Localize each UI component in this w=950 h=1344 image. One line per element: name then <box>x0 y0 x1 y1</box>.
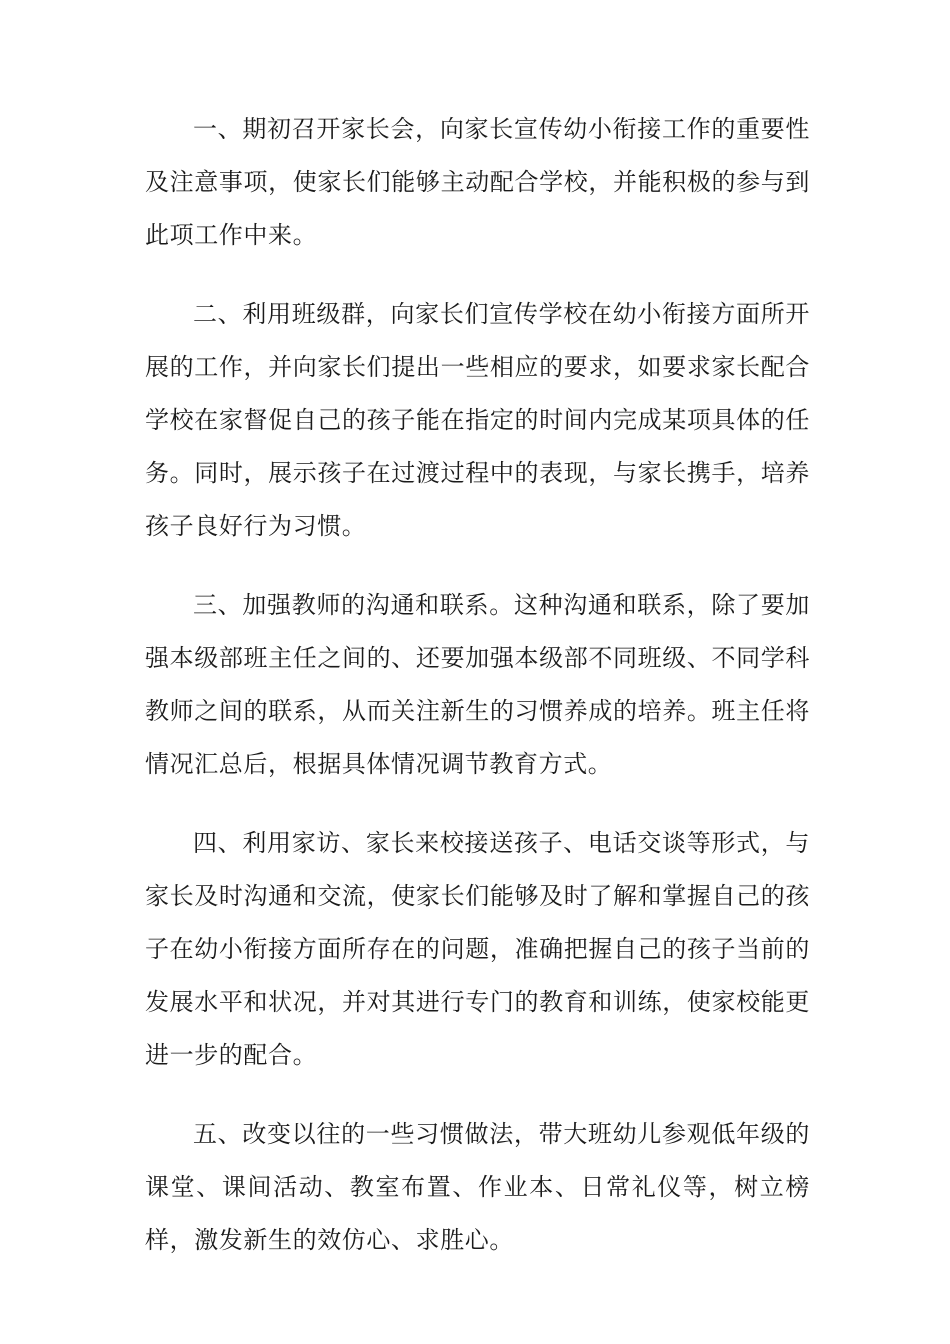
paragraph-3: 三、加强教师的沟通和联系。这种沟通和联系，除了要加强本级部班主任之间的、还要加强本级部不同班级、不同学科教师之间的联系，从而关注新生的习惯养成的培养。班主任将情况汇总后，根据具体情况调节教育方式。 <box>145 591 810 778</box>
paragraph-5: 五、改变以往的一些习惯做法，带大班幼儿参观低年级的课堂、课间活动、教室布置、作业本、日常礼仪等，树立榜样，激发新生的效仿心、求胜心。 <box>145 1120 810 1254</box>
paragraph-2: 二、利用班级群，向家长们宣传学校在幼小衔接方面所开展的工作，并向家长们提出一些相应的要求，如要求家长配合学校在家督促自己的孩子能在指定的时间内完成某项具体的任务。同时，展示孩子在过渡过程中的表现，与家长携手，培养孩子良好行为习惯。 <box>145 300 810 540</box>
paragraph-1: 一、期初召开家长会，向家长宣传幼小衔接工作的重要性及注意事项，使家长们能够主动配合学校，并能积极的参与到此项工作中来。 <box>145 115 810 249</box>
document-body <box>145 103 810 1267</box>
paragraph-4: 四、利用家访、家长来校接送孩子、电话交谈等形式，与家长及时沟通和交流，使家长们能够及时了解和掌握自己的孩子在幼小衔接方面所存在的问题，准确把握自己的孩子当前的发展水平和状况，并对其进行专门的教育和训练，使家校能更进一步的配合。 <box>145 829 810 1069</box>
